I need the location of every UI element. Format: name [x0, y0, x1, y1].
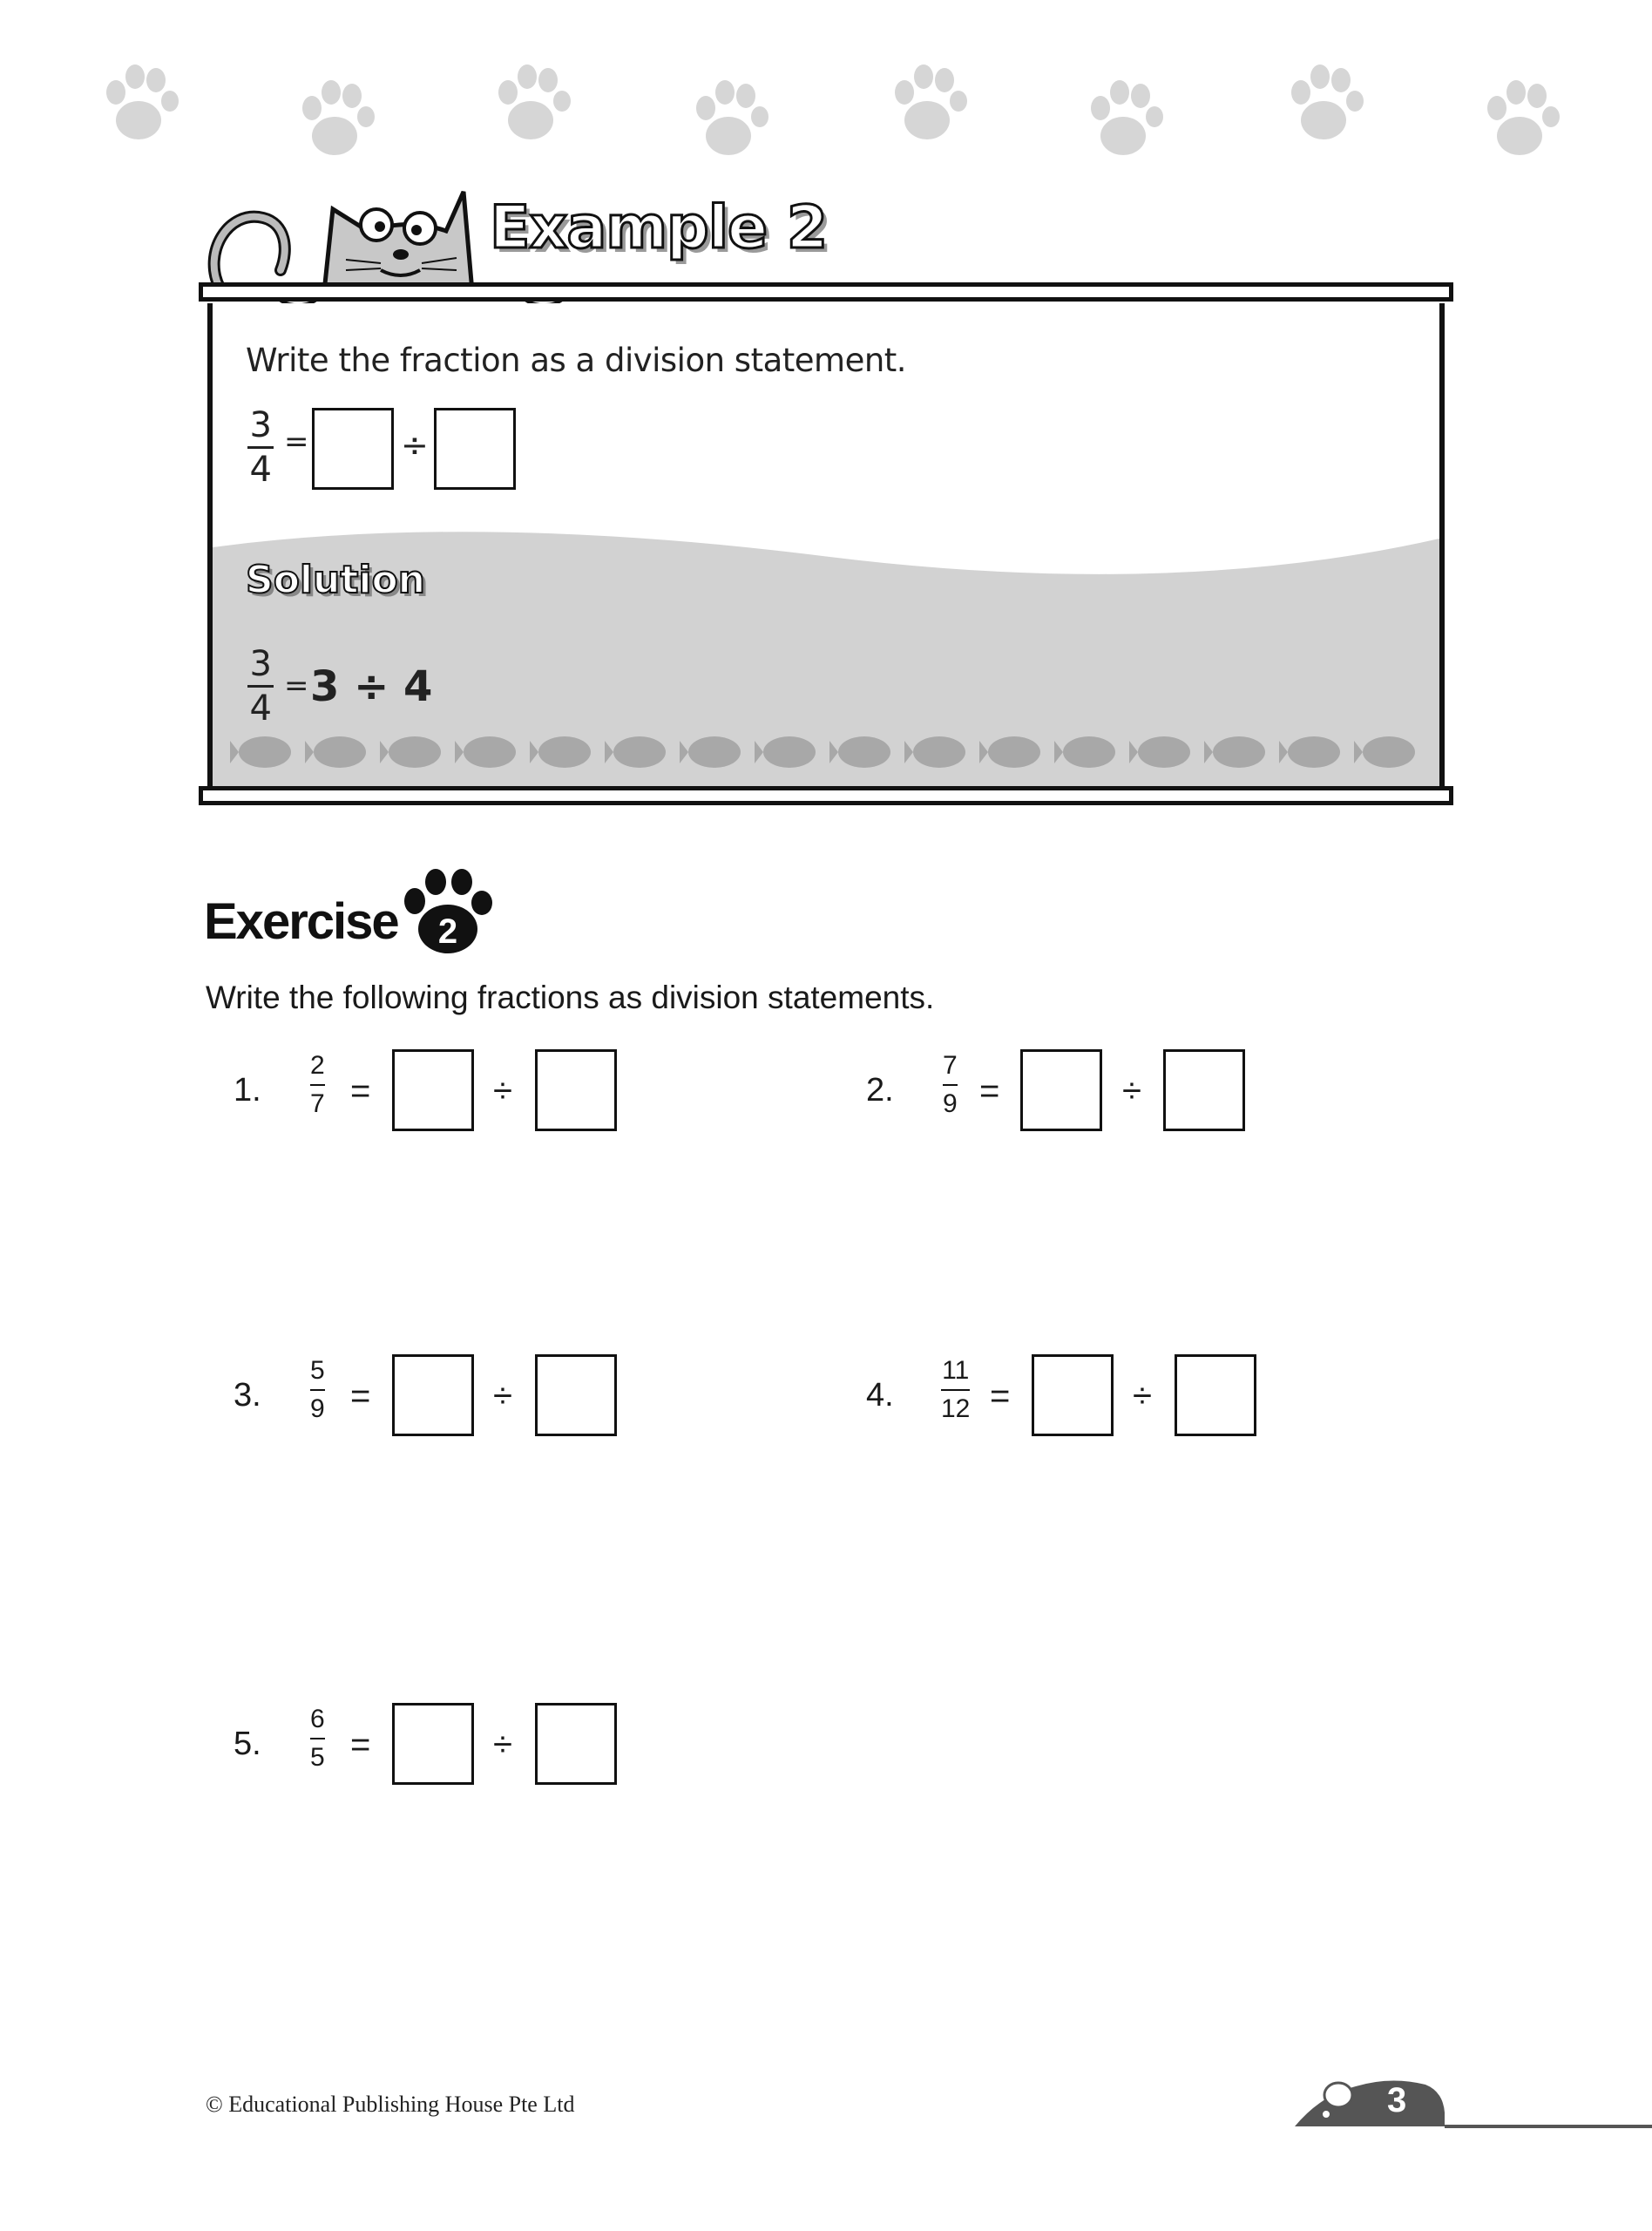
fraction-bar	[943, 1084, 958, 1086]
answer-box-dividend[interactable]	[392, 1049, 474, 1131]
question-fraction	[941, 1358, 970, 1422]
answer-box-divisor[interactable]	[1163, 1049, 1245, 1131]
example-title: Example 2	[490, 193, 828, 262]
answer-box[interactable]	[434, 408, 516, 490]
fraction-bar	[247, 685, 274, 688]
exercise-title: Exercise	[204, 893, 398, 950]
question-number: 5.	[234, 1726, 261, 1762]
fraction-bar	[310, 1084, 325, 1086]
fraction-bar	[310, 1738, 325, 1739]
question-fraction	[310, 1358, 325, 1422]
fish-border	[230, 730, 1432, 774]
answer-box-divisor[interactable]	[1175, 1354, 1256, 1436]
fraction-denominator: 7	[310, 1089, 325, 1118]
paw-print-icon	[100, 61, 180, 148]
equals-sign: =	[350, 1072, 371, 1110]
paw-print-icon	[1085, 77, 1165, 164]
answer-box-divisor[interactable]	[535, 1354, 617, 1436]
divide-sign: ÷	[493, 1072, 512, 1110]
fraction-denominator: 9	[943, 1089, 958, 1118]
divide-sign: ÷	[493, 1377, 512, 1415]
example-fraction	[247, 405, 274, 490]
equals-sign: =	[979, 1072, 1000, 1110]
question-fraction	[943, 1053, 958, 1117]
fraction-denominator: 4	[249, 688, 272, 729]
solution-label: Solution	[246, 558, 425, 602]
fraction-denominator: 5	[310, 1743, 325, 1772]
answer-box-dividend[interactable]	[1020, 1049, 1102, 1131]
fraction-denominator: 4	[249, 450, 272, 490]
exercise-instruction: Write the following fractions as division statements.	[206, 980, 935, 1015]
equals-sign: =	[350, 1377, 371, 1415]
divide-sign: ÷	[1122, 1072, 1141, 1110]
fraction-numerator: 3	[249, 644, 272, 684]
paw-print-border	[0, 52, 1652, 166]
paw-print-icon	[296, 77, 376, 164]
equals-sign: =	[284, 424, 308, 459]
question-fraction	[310, 1053, 325, 1117]
paw-print-icon	[1481, 77, 1561, 164]
fraction-bar	[247, 446, 274, 449]
fraction-numerator: 11	[942, 1356, 970, 1385]
panel-bottom-bar	[199, 786, 1453, 805]
copyright-notice: © Educational Publishing House Pte Ltd	[206, 2092, 575, 2117]
fraction-denominator: 12	[941, 1394, 971, 1423]
answer-box-divisor[interactable]	[535, 1703, 617, 1785]
equals-sign: =	[990, 1377, 1011, 1415]
answer-box-dividend[interactable]	[392, 1703, 474, 1785]
equals-sign: =	[284, 668, 308, 703]
paw-print-icon	[1285, 61, 1365, 148]
fraction-bar	[310, 1389, 325, 1391]
divide-sign: ÷	[493, 1726, 512, 1764]
paw-print-icon	[690, 77, 770, 164]
paw-print-icon	[889, 61, 969, 148]
answer-box-dividend[interactable]	[1032, 1354, 1114, 1436]
equals-sign: =	[350, 1726, 371, 1764]
fraction-numerator: 2	[310, 1051, 325, 1080]
panel-top-bar	[199, 282, 1453, 302]
question-number: 4.	[866, 1377, 894, 1414]
fraction-bar	[941, 1389, 970, 1391]
page-number: 3	[1387, 2081, 1407, 2119]
answer-box[interactable]	[312, 408, 394, 490]
paw-print-icon	[492, 61, 572, 148]
answer-box-dividend[interactable]	[392, 1354, 474, 1436]
question-fraction	[310, 1706, 325, 1771]
fraction-numerator: 7	[943, 1051, 958, 1080]
fraction-numerator: 6	[310, 1705, 325, 1733]
fraction-denominator: 9	[310, 1394, 325, 1423]
solution-fraction	[247, 644, 274, 729]
divide-sign: ÷	[401, 426, 429, 465]
example-question: Write the fraction as a division statement.	[246, 342, 907, 379]
solution-answer: 3 ÷ 4	[310, 662, 433, 711]
divide-sign: ÷	[1133, 1377, 1152, 1415]
question-number: 3.	[234, 1377, 261, 1414]
fraction-numerator: 5	[310, 1356, 325, 1385]
question-number: 2.	[866, 1072, 894, 1109]
exercise-number: 2	[437, 912, 458, 951]
answer-box-divisor[interactable]	[535, 1049, 617, 1131]
mouse-page-tab-icon	[1295, 2069, 1652, 2130]
paw-badge-icon	[399, 865, 495, 960]
fraction-numerator: 3	[249, 405, 272, 445]
question-number: 1.	[234, 1072, 261, 1109]
